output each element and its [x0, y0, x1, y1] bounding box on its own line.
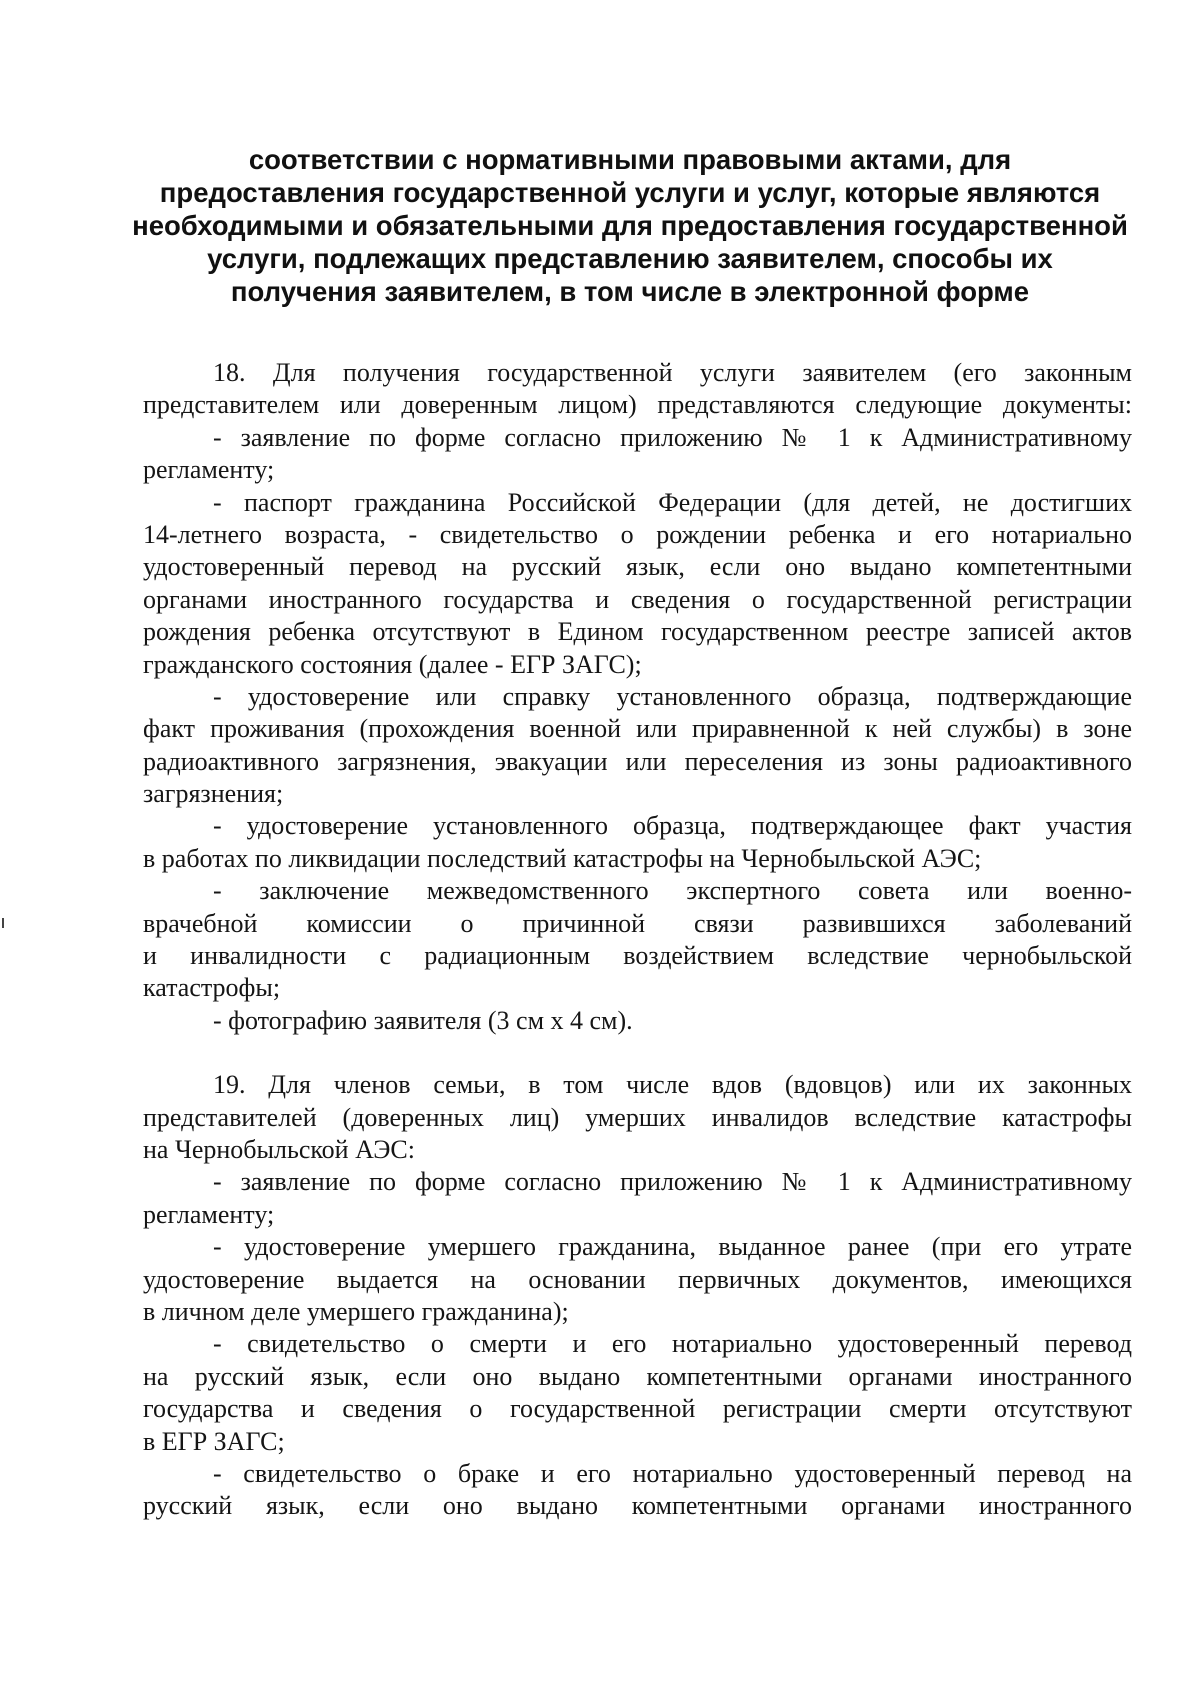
section-heading: [130, 143, 1130, 308]
list-item-line: - свидетельство о браке и его нотариально удостоверенный перевод на: [213, 1458, 1132, 1488]
list-item-line: рождения ребенка отсутствуют в Едином государственном реестре записей актов: [143, 617, 1132, 647]
list-item-line: врачебной комиссии о причинной связи развившихся заболеваний: [143, 908, 1132, 938]
list-item-line: государства и сведения о государственной регистрации смерти отсутствуют: [143, 1394, 1132, 1424]
list-item-line: 14-летнего возраста, - свидетельство о рождении ребенка и его нотариально: [143, 519, 1132, 549]
list-item-line: удостоверение выдается на основании первичных документов, имеющихся: [143, 1264, 1132, 1294]
list-item-line: и инвалидности с радиационным воздействием вследствие чернобыльской: [143, 941, 1132, 971]
list-item-line: факт проживания (прохождения военной или приравненной к ней службы) в зоне: [143, 714, 1132, 744]
list-item-line: в работах по ликвидации последствий катастрофы на Чернобыльской АЭС;: [143, 843, 982, 873]
list-item-line: катастрофы;: [143, 973, 281, 1003]
list-item-line: загрязнения;: [143, 779, 284, 809]
paragraph-19-line: 19. Для членов семьи, в том числе вдов (вдовцов) или их законных: [213, 1070, 1132, 1100]
heading-line: соответствии с нормативными правовыми актами, для: [248, 144, 1012, 175]
list-item-line: органами иностранного государства и сведения о государственной регистрации: [143, 584, 1132, 614]
heading-line: услуги, подлежащих представлению заявителем, способы их: [207, 243, 1053, 274]
paragraph-18-line: представителем или доверенным лицом) представляются следующие документы:: [143, 390, 1132, 420]
list-item-line: - свидетельство о смерти и его нотариально удостоверенный перевод: [213, 1329, 1132, 1359]
heading-line: предоставления государственной услуги и услуг, которые являются: [159, 177, 1101, 208]
list-item-line: в личном деле умершего гражданина);: [143, 1296, 569, 1326]
list-item-line: - заявление по форме согласно приложению № 1 к Административному: [213, 1167, 1132, 1197]
list-item-line: радиоактивного загрязнения, эвакуации или переселения из зоны радиоактивного: [143, 746, 1132, 776]
heading-line: необходимыми и обязательными для предоставления государственной: [132, 210, 1128, 241]
list-item-line: на русский язык, если оно выдано компетентными органами иностранного: [143, 1361, 1132, 1391]
list-item-line: удостоверенный перевод на русский язык, если оно выдано компетентными: [143, 552, 1132, 582]
list-item-line: - фотографию заявителя (3 см х 4 см).: [213, 1005, 633, 1035]
list-item-line: - паспорт гражданина Российской Федерации (для детей, не достигших: [213, 487, 1132, 517]
paragraph-19-line: представителей (доверенных лиц) умерших инвалидов вследствие катастрофы: [143, 1102, 1132, 1132]
paragraph-18-line: 18. Для получения государственной услуги заявителем (его законным: [213, 358, 1132, 387]
list-item-line: - заключение межведомственного экспертного совета или военно-: [213, 876, 1132, 906]
list-item-line: регламенту;: [143, 455, 275, 485]
list-item-line: в ЕГР ЗАГС;: [143, 1426, 285, 1456]
list-item-line: - удостоверение умершего гражданина, выданное ранее (при его утрате: [213, 1232, 1132, 1262]
heading-line: получения заявителем, в том числе в электронной форме: [230, 276, 1030, 307]
paragraph-gap: [143, 1037, 1132, 1069]
scan-artifact: [2, 918, 4, 928]
list-item-line: регламенту;: [143, 1199, 275, 1229]
list-item-line: гражданского состояния (далее - ЕГР ЗАГС);: [143, 649, 642, 679]
paragraph-19-line: на Чернобыльской АЭС:: [143, 1134, 415, 1164]
list-item-line: русский язык, если оно выдано компетентными органами иностранного: [143, 1491, 1132, 1521]
document-body: [143, 357, 1132, 1523]
list-item-line: - удостоверение или справку установленного образца, подтверждающие: [213, 681, 1132, 711]
list-item-line: - заявление по форме согласно приложению № 1 к Административному: [213, 422, 1132, 452]
list-item-line: - удостоверение установленного образца, подтверждающее факт участия: [213, 811, 1132, 841]
